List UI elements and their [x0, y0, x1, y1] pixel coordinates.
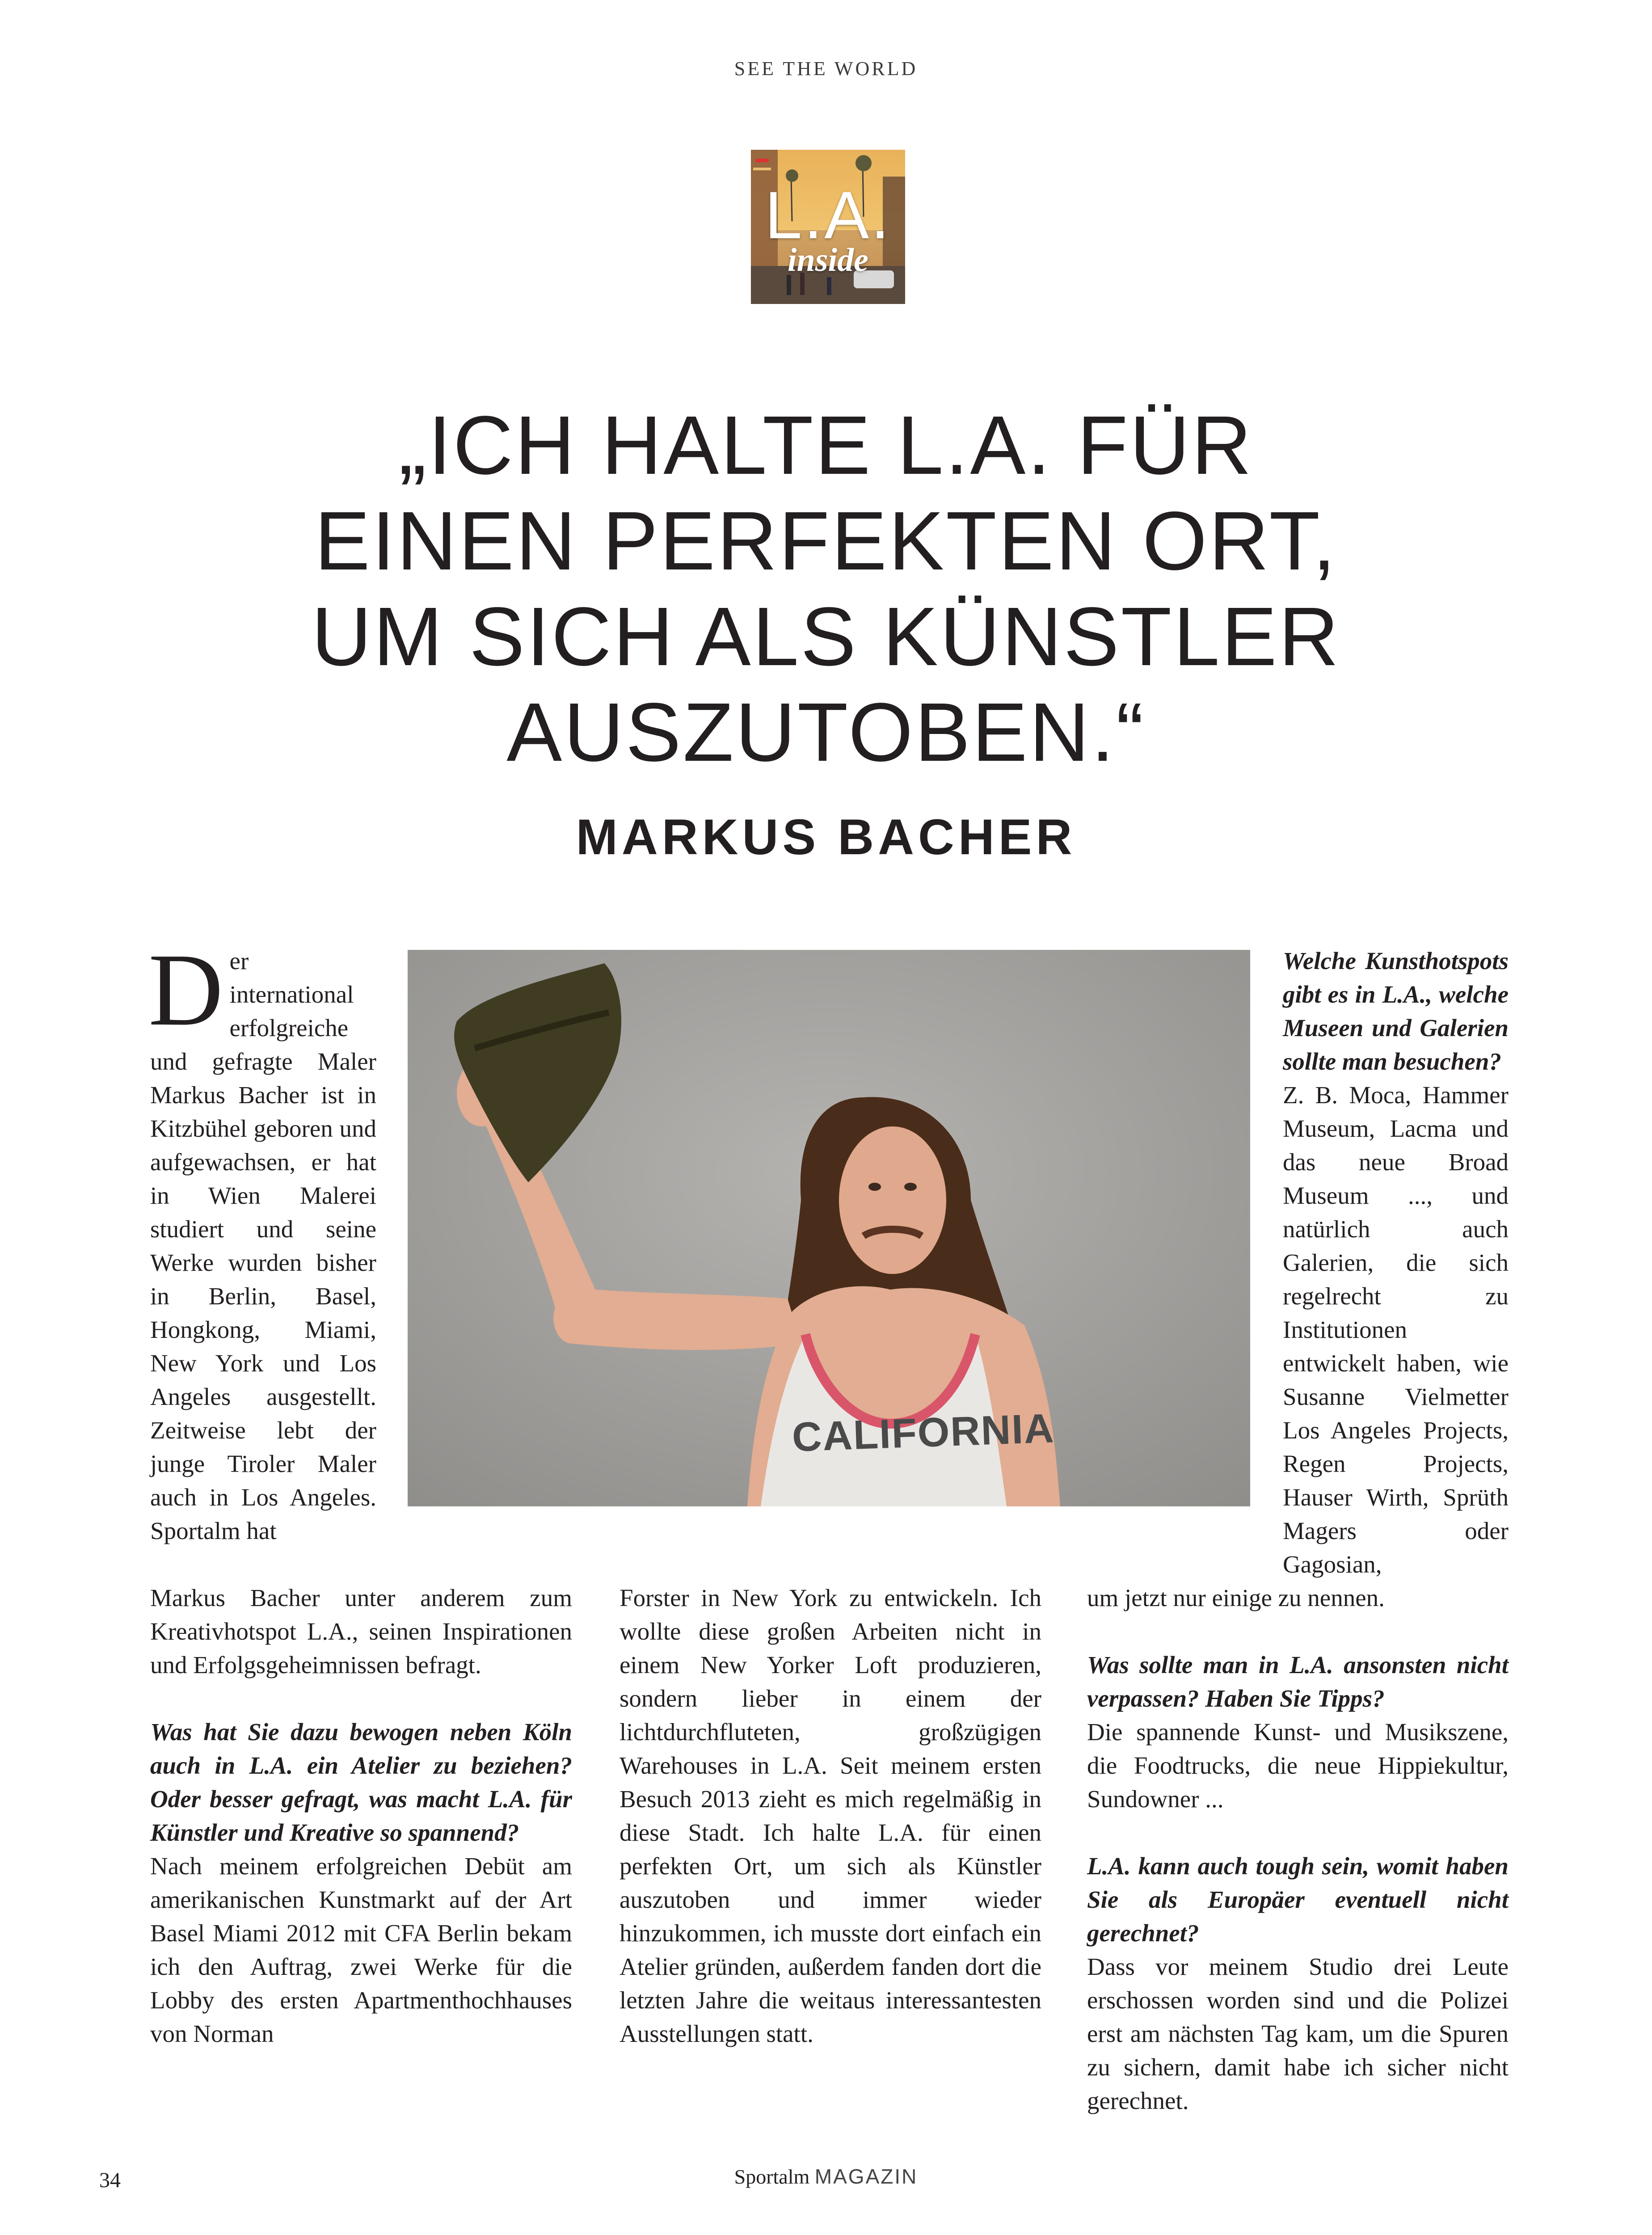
intro-paragraph [148, 932, 376, 1548]
answer-2-part-1: Z. B. Moca, Hammer Museum, Lacma und das neue Broad Museum ..., und natürlich auch Galerien, die sich regelrecht zu Institutionen entwickelt haben, wie Susanne Vielmetter Los Angeles Projects, Regen Projects, Hauser Wirth, Sprüth Magers oder Gagosian, [1283, 1081, 1509, 1578]
answer-1-part-1: Nach meinem erfolgreichen Debüt am amerikanischen Kunstmarkt auf der Art Basel Miami 2012 mit CFA Berlin bekam ich den Auftrag, zwei Werke für die Lobby des ersten Apartmenthochhauses von Norman [150, 1852, 572, 2047]
artist-photo [408, 950, 1250, 1506]
brand-name: Sportalm [734, 2165, 810, 2188]
question-2: Welche Kunsthotspots gibt es in L.A., welche Museen und Galerien sollte man besuchen? [1283, 947, 1509, 1075]
headline-line: EINEN PERFEKTEN ORT, [314, 495, 1338, 587]
middle-column [620, 1581, 1041, 2050]
question-4: L.A. kann auch tough sein, womit haben Sie als Europäer eventuell nicht gerechnet? [1087, 1852, 1509, 1947]
logo-subtitle: inside [788, 242, 868, 278]
section-label: SEE THE WORLD [734, 58, 918, 80]
drop-cap: D [148, 932, 223, 1047]
right-column-bottom [1087, 1581, 1509, 2117]
page-number: 34 [99, 2168, 121, 2192]
intro-text: er international erfolgreiche und gefragte Maler Markus Bacher ist in Kitzbühel geboren und aufgewachsen, er hat in Wien Malerei studiert und seine Werke wurden bisher in Berlin, Basel, Hongkong, Miami, New York und Los Angeles ausgestellt. Zeitweise lebt der junge Tiroler Maler auch in Los Angeles. Sportalm hat [150, 947, 376, 1544]
question-1: Was hat Sie dazu bewogen neben Köln auch in L.A. ein Atelier zu beziehen? Oder besser gefragt, was macht L.A. für Künstler und Kreative so spannend? [150, 1718, 572, 1846]
question-3: Was sollte man in L.A. ansonsten nicht verpassen? Haben Sie Tipps? [1087, 1651, 1509, 1712]
logo-title: L.A. [765, 177, 891, 253]
headline-line: „ICH HALTE L.A. FÜR [398, 399, 1254, 492]
answer-4: Dass vor meinem Studio drei Leute erschossen worden sind und die Polizei erst am nächsten Tag kam, um die Spuren zu sichern, damit habe ich sicher nicht gerechnet. [1087, 1953, 1509, 2114]
left-column [150, 1581, 572, 2050]
answer-3: Die spannende Kunst- und Musikszene, die Foodtrucks, die neue Hippiekultur, Sundowner ... [1087, 1718, 1509, 1813]
answer-2-part-2: um jetzt nur einige zu nennen. [1087, 1584, 1385, 1611]
intro-column [148, 932, 376, 1548]
shirt-print: CALIFORNIA [791, 1405, 1055, 1460]
headline-line: AUSZUTOBEN.“ [506, 686, 1146, 779]
right-column-top [1283, 944, 1509, 1581]
footer-brand [0, 2164, 1652, 2189]
la-inside-logo [751, 150, 905, 304]
answer-1-part-2: Forster in New York zu entwickeln. Ich wollte diese großen Arbeiten nicht in einem New Yorker Loft produzieren, sondern lieber in einem der lichtdurchfluteten, großzügigen Warehouses in L.A. Seit meinem ersten Besuch 2013 zieht es mich regelmäßig in diese Stadt. Ich halte L.A. für einen perfekten Ort, um sich als Künstler auszutoben und immer wieder hinzukommen, ich musste dort einfach ein Atelier gründen, außerdem fanden dort die letzten Jahre die weitaus interessantesten Ausstellungen statt. [620, 1584, 1041, 2047]
headline-line: UM SICH ALS KÜNSTLER [311, 590, 1341, 683]
byline: MARKUS BACHER [576, 809, 1076, 865]
magazine-name: MAGAZIN [814, 2165, 918, 2188]
intro-continued: Markus Bacher unter anderem zum Kreativhotspot L.A., seinen Inspirationen und Erfolgsgeheimnissen befragt. [150, 1584, 572, 1678]
headline-quote [179, 398, 1473, 780]
